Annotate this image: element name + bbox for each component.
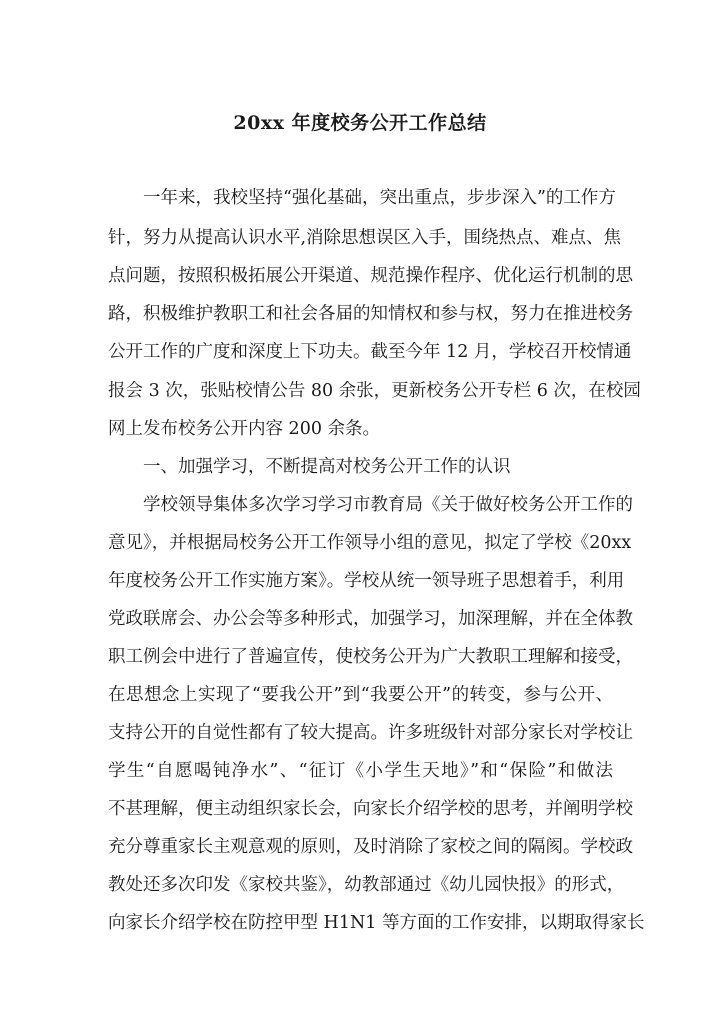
paragraph-line: 网上发布校务公开内容 200 余条。 bbox=[108, 419, 381, 439]
paragraph-line: 学校领导集体多次学习学习市教育局《关于做好校务公开工作的 bbox=[143, 495, 633, 515]
paragraph-line: 报会 3 次，张贴校情公告 80 余张，更新校务公开专栏 6 次，在校园 bbox=[108, 381, 641, 401]
paragraph-line: 年度校务公开工作实施方案》。学校从统一领导班子思想着手，利用 bbox=[108, 571, 625, 591]
paragraph-line: 充分尊重家长主观意观的原则，及时消除了家校之间的隔阂。学校政 bbox=[108, 837, 633, 857]
paragraph-line: 一年来，我校坚持“强化基础，突出重点，步步深入”的工作方 bbox=[143, 188, 616, 208]
paragraph-line: 不甚理解，便主动组织家长会，向家长介绍学校的思考，并阐明学校 bbox=[108, 799, 633, 819]
paragraph-line: 学生“自愿喝钝净水”、“征订《小学生天地》”和“保险”和做法 bbox=[108, 761, 613, 781]
paragraph-line: 意见》，并根据局校务公开工作领导小组的意见，拟定了学校《20xx bbox=[108, 533, 632, 553]
section-heading: 一、加强学习，不断提高对校务公开工作的认识 bbox=[143, 457, 511, 477]
paragraph-line: 路，积极维护教职工和社会各届的知情权和参与权，努力在推进校务 bbox=[108, 304, 633, 324]
paragraph-line: 教处还多次印发《家校共鉴》，幼教部通过《幼儿园快报》的形式， bbox=[108, 875, 625, 895]
paragraph-line: 党政联席会、办公会等多种形式，加强学习，加深理解，并在全体教 bbox=[108, 609, 633, 629]
paragraph-line: 向家长介绍学校在防控甲型 H1N1 等方面的工作安排，以期取得家长 bbox=[108, 913, 645, 933]
document-title: 20xx 年度校务公开工作总结 bbox=[233, 112, 487, 134]
paragraph-line: 职工例会中进行了普遍宣传，使校务公开为广大教职工理解和接受， bbox=[108, 647, 633, 667]
paragraph-line: 点问题，按照积极拓展公开渠道、规范操作程序、优化运行机制的思 bbox=[108, 266, 633, 286]
paragraph-line: 在思想念上实现了“要我公开”到“我要公开”的转变，参与公开、 bbox=[108, 685, 613, 705]
paragraph-line: 公开工作的广度和深度上下功夫。截至今年 12 月，学校召开校情通 bbox=[108, 342, 632, 362]
paragraph-line: 针，努力从提高认识水平,消除思想误区入手，围绕热点、难点、焦 bbox=[108, 228, 622, 248]
paragraph-line: 支持公开的自觉性都有了较大提高。许多班级针对部分家长对学校让 bbox=[108, 723, 633, 743]
